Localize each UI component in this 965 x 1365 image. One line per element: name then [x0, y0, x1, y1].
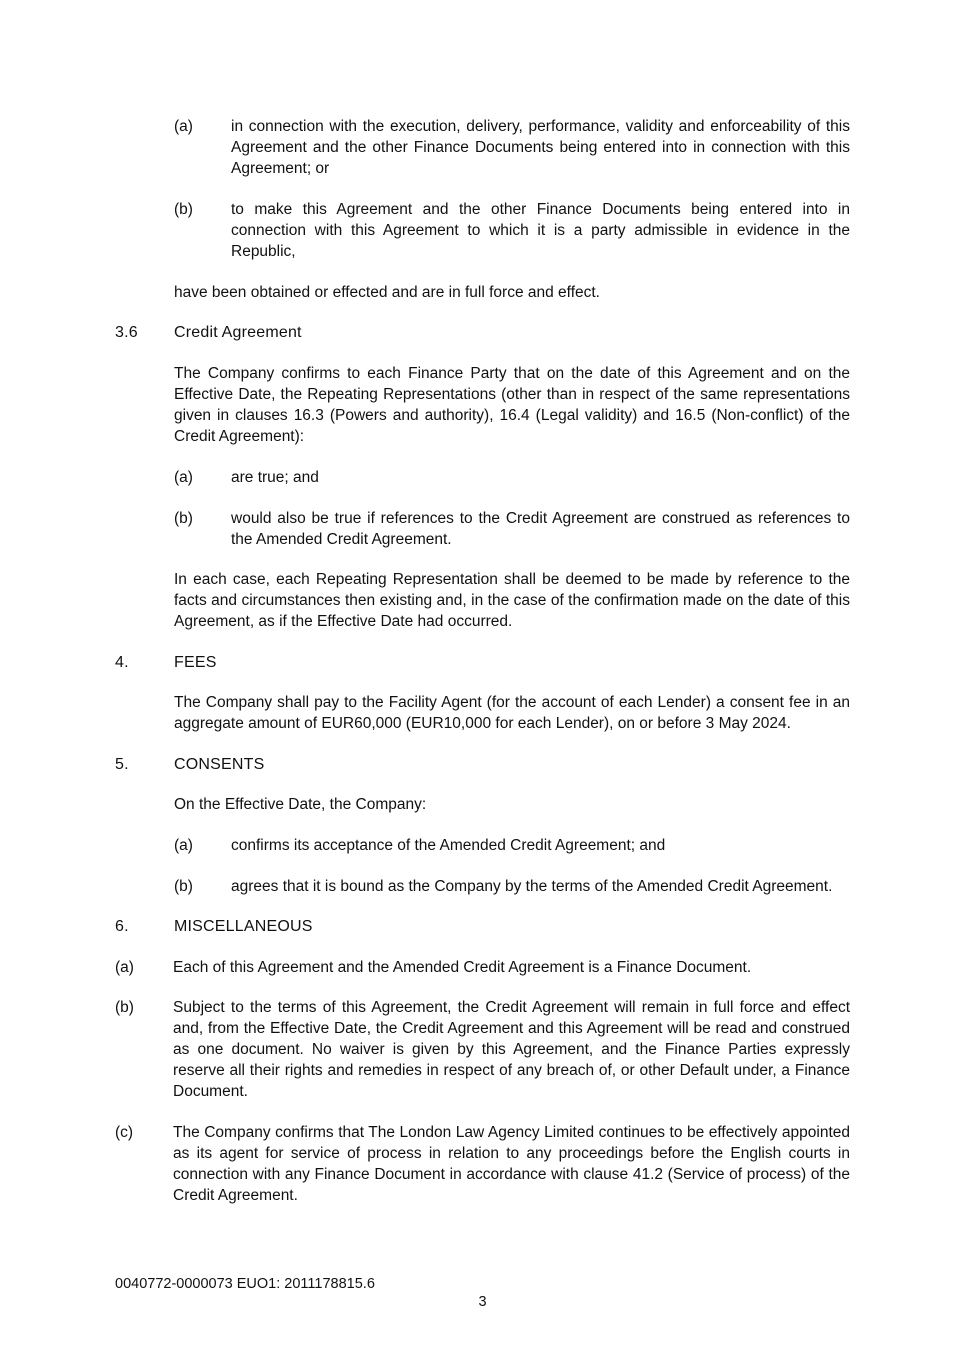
- list-label-b: (b): [115, 999, 134, 1016]
- list-label-c: (c): [115, 1124, 134, 1141]
- document-reference: 0040772-0000073 EUO1: 2011178815.6: [115, 1276, 375, 1292]
- list-item-text: The Company confirms that The London Law Agency Limited continues to be effectively appointed as its agent for service of process in relation to any proceedings before the English courts in connection with any Finance Document in accordance with clause 41.2 (Service of process) of the Credit Agreement.: [173, 1124, 850, 1204]
- section-heading: Credit Agreement: [174, 324, 302, 341]
- list-item-text: to make this Agreement and the other Finance Documents being entered into in connection with this Agreement to which it is a party admissible in evidence in the Republic,: [231, 201, 850, 260]
- section-number: 5.: [115, 756, 129, 773]
- section-heading: FEES: [174, 654, 217, 671]
- list-item-text: confirms its acceptance of the Amended Credit Agreement; and: [231, 837, 666, 854]
- list-label-b: (b): [174, 510, 193, 527]
- paragraph: On the Effective Date, the Company:: [174, 796, 427, 813]
- list-item-text: agrees that it is bound as the Company by the terms of the Amended Credit Agreement.: [231, 878, 833, 895]
- list-item-text: in connection with the execution, delivery, performance, validity and enforceability of this Agreement and the other Finance Documents being entered into in connection with this Agreement; or: [231, 118, 850, 177]
- section-heading: MISCELLANEOUS: [174, 918, 313, 935]
- section-number: 3.6: [115, 324, 138, 341]
- paragraph: The Company shall pay to the Facility Agent (for the account of each Lender) a consent fee in an aggregate amount of EUR60,000 (EUR10,000 for each Lender), on or before 3 May 2024.: [174, 694, 850, 732]
- paragraph: The Company confirms to each Finance Party that on the date of this Agreement and on the Effective Date, the Repeating Representations (other than in respect of the same representations given in clauses 16.3 (Powers and authority), 16.4 (Legal validity) and 16.5 (Non-conflict) of the Credit Agreement):: [174, 365, 850, 445]
- paragraph: In each case, each Repeating Representation shall be deemed to be made by reference to the facts and circumstances then existing and, in the case of the confirmation made on the date of this Agreement, as if the Effective Date had occurred.: [174, 571, 850, 630]
- page-number: 3: [478, 1294, 487, 1310]
- list-item-text: are true; and: [231, 469, 319, 486]
- list-label-a: (a): [115, 959, 134, 976]
- section-heading: CONSENTS: [174, 756, 265, 773]
- section-number: 4.: [115, 654, 129, 671]
- list-label-a: (a): [174, 118, 193, 135]
- list-label-a: (a): [174, 469, 193, 486]
- paragraph: have been obtained or effected and are in full force and effect.: [174, 284, 600, 301]
- list-label-b: (b): [174, 201, 193, 218]
- section-number: 6.: [115, 918, 129, 935]
- list-item-text: Each of this Agreement and the Amended Credit Agreement is a Finance Document.: [173, 959, 752, 976]
- list-item-text: Subject to the terms of this Agreement, the Credit Agreement will remain in full force and effect and, from the Effective Date, the Credit Agreement and this Agreement will be read and construed as one document. No waiver is given by this Agreement, and the Finance Parties expressly reserve all their rights and remedies in respect of any breach of, or other Default under, a Finance Document.: [173, 999, 850, 1100]
- list-label-a: (a): [174, 837, 193, 854]
- list-label-b: (b): [174, 878, 193, 895]
- list-item-text: would also be true if references to the Credit Agreement are construed as references to the Amended Credit Agreement.: [231, 510, 850, 548]
